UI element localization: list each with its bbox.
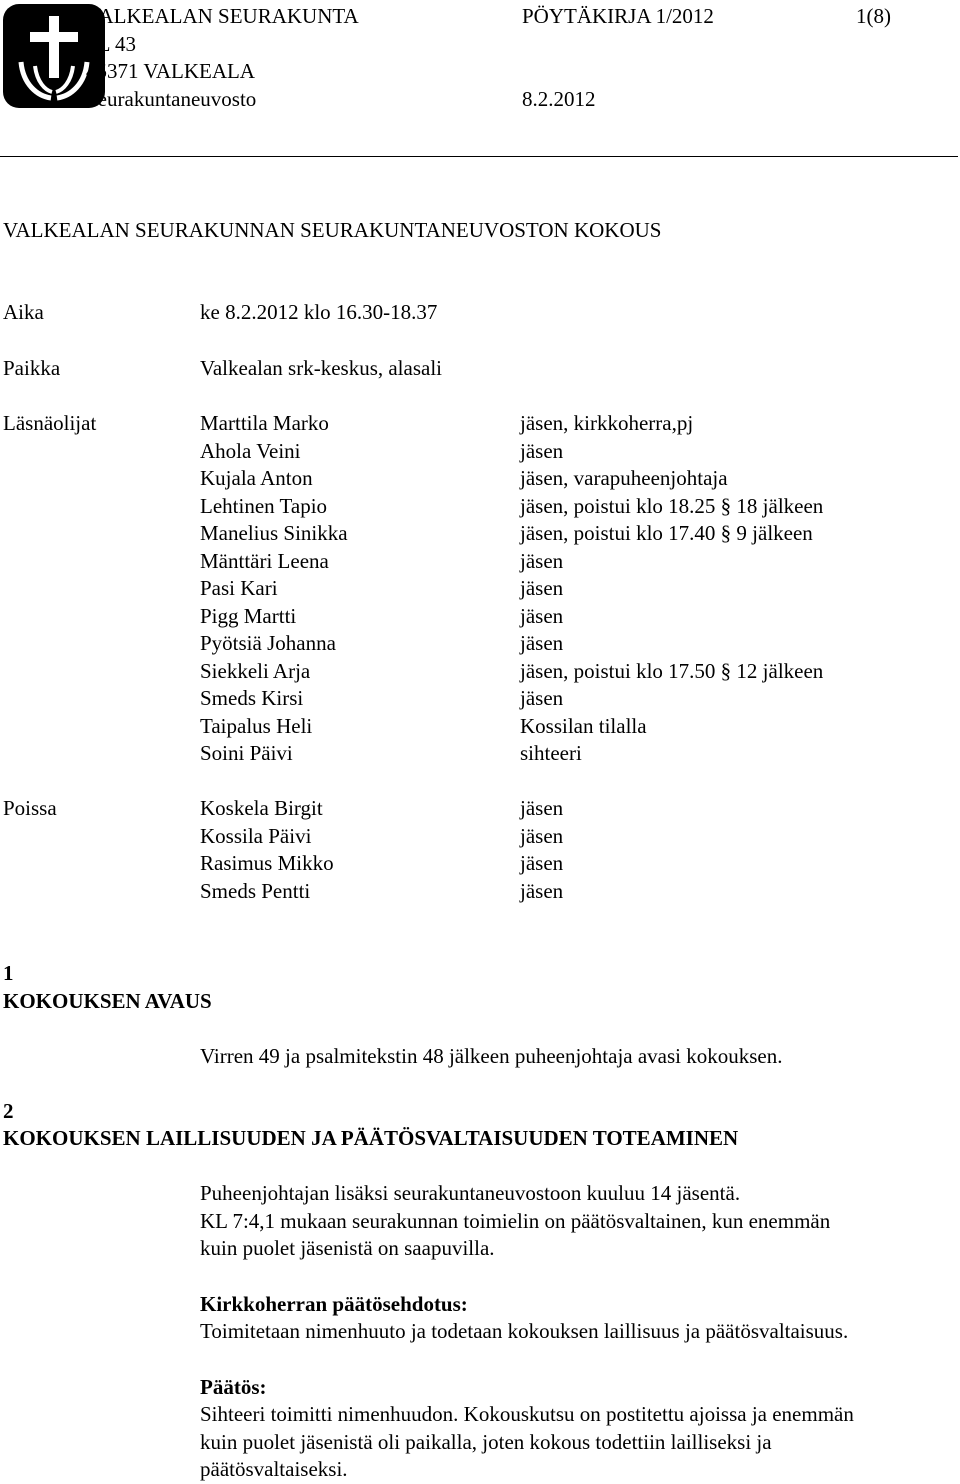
section-2-paragraph-2b: kuin puolet jäsenistä on saapuvilla. xyxy=(200,1236,495,1260)
attendee-role: jäsen, varapuheenjohtaja xyxy=(520,466,728,490)
attendee-role: jäsen xyxy=(520,824,564,848)
attendee-role: jäsen xyxy=(520,879,564,903)
attendee-role: jäsen xyxy=(520,796,564,820)
header-divider xyxy=(0,156,958,157)
address-line-1: PL 43 xyxy=(86,32,136,56)
attendee-role: Kossilan tilalla xyxy=(520,714,647,738)
attendee-name: Ahola Veini xyxy=(200,439,301,463)
attendee-name: Lehtinen Tapio xyxy=(200,494,328,518)
document-heading: VALKEALAN SEURAKUNNAN SEURAKUNTANEUVOSTON KOKOUS xyxy=(3,218,662,242)
attendee-name: Mänttäri Leena xyxy=(200,549,329,573)
body-name: Seurakuntaneuvosto xyxy=(86,87,257,111)
attendee-role: jäsen, kirkkoherra,pj xyxy=(520,411,694,435)
attendee-role: jäsen xyxy=(520,576,564,600)
place-label: Paikka xyxy=(3,356,61,380)
attendee-role: jäsen xyxy=(520,631,564,655)
present-label: Läsnäolijat xyxy=(3,411,97,435)
attendee-role: jäsen xyxy=(520,604,564,628)
attendee-name: Kujala Anton xyxy=(200,466,313,490)
attendee-role: jäsen xyxy=(520,686,564,710)
attendee-name: Siekkeli Arja xyxy=(200,659,311,683)
attendee-role: jäsen xyxy=(520,549,564,573)
attendee-role: jäsen, poistui klo 17.40 § 9 jälkeen xyxy=(520,521,813,545)
decision-line-1: Sihteeri toimitti nimenhuudon. Kokouskutsu on postitettu ajoissa ja enemmän xyxy=(200,1402,854,1426)
page-number: 1(8) xyxy=(856,4,891,28)
proposal-text: Toimitetaan nimenhuuto ja todetaan kokouksen laillisuus ja päätösvaltaisuus. xyxy=(200,1319,849,1343)
decision-line-3: päätösvaltaiseksi. xyxy=(200,1457,348,1481)
attendee-name: Soini Päivi xyxy=(200,741,293,765)
address-line-2: 45371 VALKEALA xyxy=(86,59,255,83)
section-2-paragraph-1: Puheenjohtajan lisäksi seurakuntaneuvostoon kuuluu 14 jäsentä. xyxy=(200,1181,741,1205)
time-value: ke 8.2.2012 klo 16.30-18.37 xyxy=(200,300,438,324)
attendee-role: jäsen, poistui klo 18.25 § 18 jälkeen xyxy=(520,494,824,518)
attendee-role: jäsen xyxy=(520,439,564,463)
place-value: Valkealan srk-keskus, alasali xyxy=(200,356,443,380)
attendee-name: Taipalus Heli xyxy=(200,714,313,738)
section-1-text: Virren 49 ja psalmitekstin 48 jälkeen puheenjohtaja avasi kokouksen. xyxy=(200,1044,783,1068)
attendee-name: Manelius Sinikka xyxy=(200,521,348,545)
attendee-role: jäsen xyxy=(520,851,564,875)
absent-label: Poissa xyxy=(3,796,57,820)
attendee-name: Smeds Pentti xyxy=(200,879,311,903)
meeting-date: 8.2.2012 xyxy=(522,87,596,111)
section-2-title: KOKOUKSEN LAILLISUUDEN JA PÄÄTÖSVALTAISUUDEN TOTEAMINEN xyxy=(3,1126,739,1150)
time-label: Aika xyxy=(3,300,44,324)
section-2-number: 2 xyxy=(3,1099,14,1123)
attendee-name: Rasimus Mikko xyxy=(200,851,334,875)
proposal-label: Kirkkoherran päätösehdotus: xyxy=(200,1292,468,1316)
decision-label: Päätös: xyxy=(200,1375,267,1399)
section-1-number: 1 xyxy=(3,961,14,985)
attendee-name: Pyötsiä Johanna xyxy=(200,631,336,655)
attendee-name: Pasi Kari xyxy=(200,576,278,600)
doc-title: PÖYTÄKIRJA 1/2012 xyxy=(522,4,714,28)
attendee-role: sihteeri xyxy=(520,741,582,765)
attendee-name: Kossila Päivi xyxy=(200,824,312,848)
section-1-title: KOKOUKSEN AVAUS xyxy=(3,989,212,1013)
decision-line-2: kuin puolet jäsenistä oli paikalla, joten kokous todettiin lailliseksi ja xyxy=(200,1430,772,1454)
section-2-paragraph-2a: KL 7:4,1 mukaan seurakunnan toimielin on päätösvaltainen, kun enemmän xyxy=(200,1209,831,1233)
attendee-name: Koskela Birgit xyxy=(200,796,323,820)
org-name: VALKEALAN SEURAKUNTA xyxy=(86,4,359,28)
attendee-name: Marttila Marko xyxy=(200,411,329,435)
attendee-role: jäsen, poistui klo 17.50 § 12 jälkeen xyxy=(520,659,824,683)
attendee-name: Pigg Martti xyxy=(200,604,297,628)
attendee-name: Smeds Kirsi xyxy=(200,686,304,710)
